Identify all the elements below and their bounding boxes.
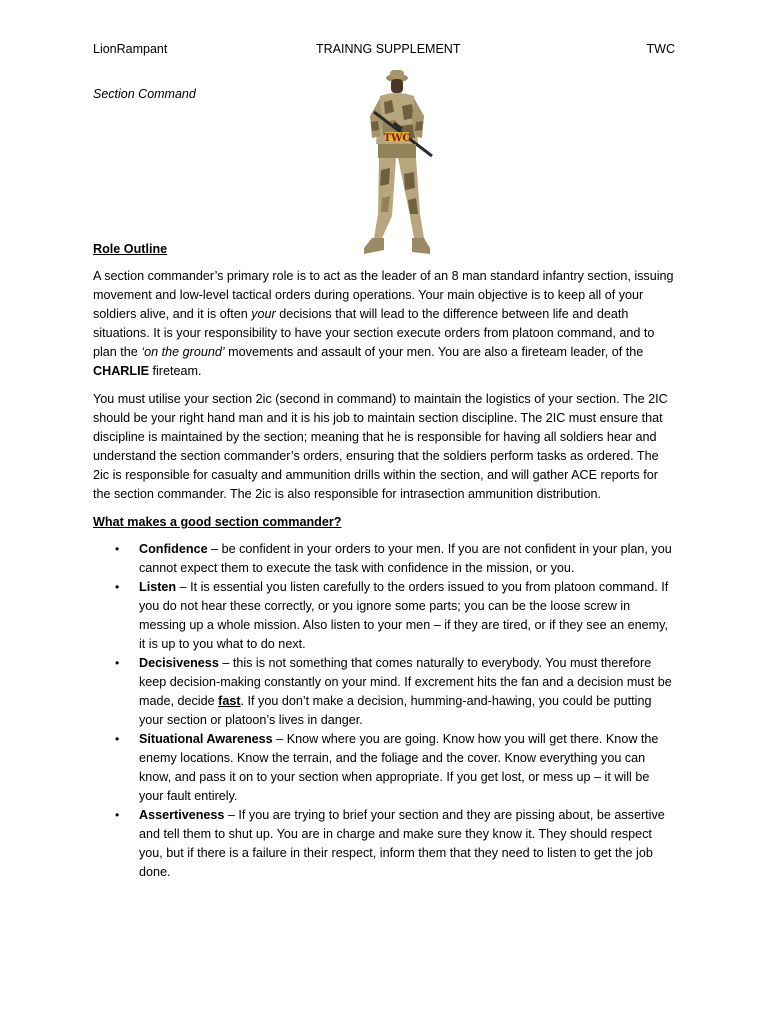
document-body [93, 240, 677, 882]
p1-emphasis-on-the-ground: ‘on the ground’ [141, 345, 225, 359]
item-text-b: . If you don’t make a decision, humming-and-hawing, you could be putting your section or platoon’s lives in danger. [139, 694, 652, 727]
item-text: – If you are trying to brief your section and they are pissing about, be assertive and tell them to shut up. You are in charge and make sure they know it. They should respect you, but if there is a failure in their respect, inform them that they need to listen to get the job done. [139, 808, 665, 879]
item-emphasis-fast: fast [218, 694, 241, 708]
item-text: – be confident in your orders to your men. If you are not confident in your plan, you cannot expect them to execute the task with confidence in the mission, or you. [139, 542, 672, 575]
header-title: TRAINNG SUPPLEMENT [316, 42, 461, 56]
bullet-icon: • [115, 808, 120, 822]
item-text: – It is essential you listen carefully to the orders issued to you from platoon command. If you do not hear these correctly, or you ignore some parts; you can be the loose screw in messing up a whole mission. Also listen to your men – if they are tired, or if they see an enemy, it is up to you what to do next. [139, 580, 669, 651]
item-term: Listen [139, 580, 177, 594]
list-item-situational-awareness [93, 730, 677, 806]
page-header [93, 42, 675, 60]
bullet-icon: • [115, 656, 120, 670]
section-title: Section Command [93, 87, 196, 101]
badge-text: TWC [383, 133, 411, 144]
role-outline-paragraph-1 [93, 267, 677, 381]
item-text: – Know where you are going. Know how you will get there. Know the enemy locations. Know the terrain, and the foliage and the cover. Know everything you can know, and pass it on to your section when appropriate. If you get lost, or mess up – it will be your fault entirely. [139, 732, 659, 803]
soldier-illustration [352, 66, 442, 262]
item-term: Assertiveness [139, 808, 225, 822]
p1-text-a: A section commander’s primary role is to act as the leader of an 8 man standard infantry section, issuing movement and low-level tactical orders during operations. Your main objective is to keep all of your soldiers alive, and it is often [93, 269, 674, 321]
good-commander-heading: What makes a good section commander? [93, 515, 342, 529]
p1-text-b: decisions that will lead to the difference between life and death situations. It is your responsibility to have your section execute orders from platoon command, and to plan the [93, 307, 655, 359]
qualities-list [93, 540, 677, 882]
item-text-a: – this is not something that comes naturally to everybody. You must therefore keep decision-making constantly on your mind. If excrement hits the fan and a decision must be made, decide [139, 656, 672, 708]
bullet-icon: • [115, 542, 120, 556]
p1-strong-charlie: CHARLIE [93, 364, 149, 378]
role-outline-paragraph-2: You must utilise your section 2ic (second in command) to maintain the logistics of your section. The 2IC should be your right hand man and it is his job to maintain section discipline. The 2IC must ensure that discipline is maintained by the section; meaning that he is responsible for having all soldiers hear and understand the section commander’s orders, ensuring that the soldiers perform tasks as ordered. The 2ic is responsible for casualty and ammunition drills within the section, and will gather ACE reports for the section commander. The 2ic is also responsible for intrasection ammunition distribution. [93, 392, 668, 501]
bullet-icon: • [115, 732, 120, 746]
item-term: Decisiveness [139, 656, 219, 670]
p1-text-c: movements and assault of your men. You are also a fireteam leader, of the [224, 345, 644, 359]
p1-emphasis-your: your [251, 307, 276, 321]
list-item-decisiveness [93, 654, 677, 730]
item-term: Confidence [139, 542, 208, 556]
header-author: LionRampant [93, 42, 168, 56]
list-item-listen [93, 578, 677, 654]
p1-text-d: fireteam. [148, 364, 202, 378]
role-outline-heading: Role Outline [93, 242, 168, 256]
list-item-assertiveness [93, 806, 677, 882]
item-term: Situational Awareness [139, 732, 273, 746]
bullet-icon: • [115, 580, 120, 594]
list-item-confidence [93, 540, 677, 578]
header-org: TWC [646, 42, 675, 56]
